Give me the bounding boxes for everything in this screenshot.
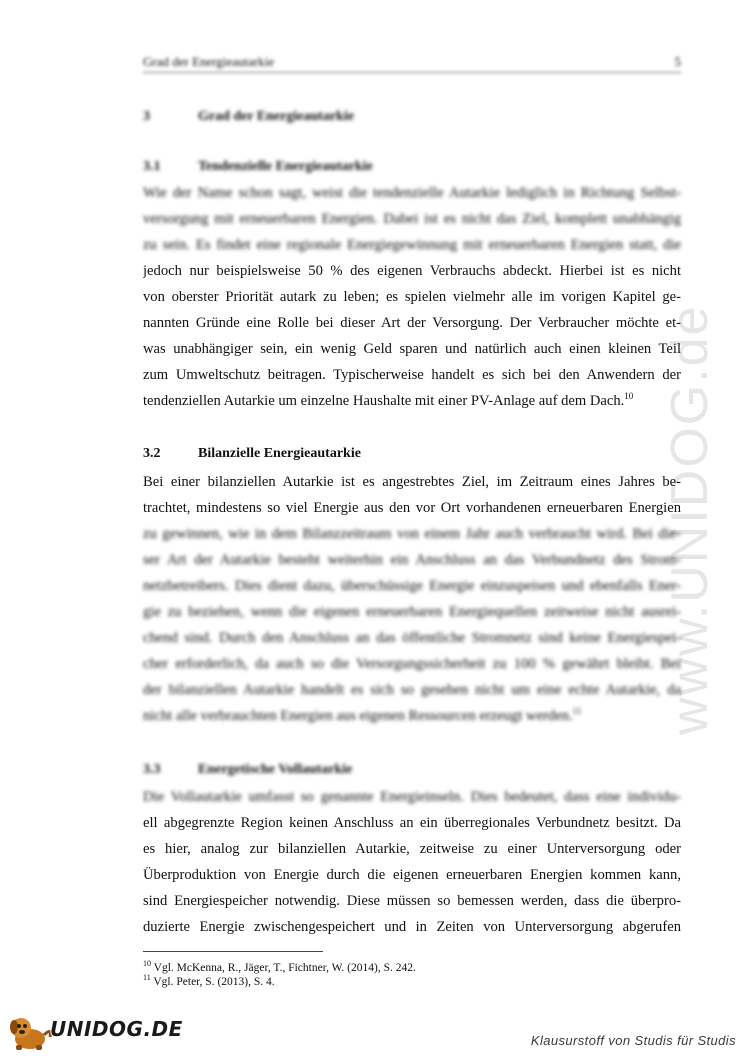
- paragraph-3-2: [143, 469, 681, 729]
- footnote-text: Vgl. McKenna, R., Jäger, T., Fichtner, W. (2014), S. 242.: [153, 962, 416, 974]
- text-line: der bilanziellen Autarkie handelt es sich so gesehen nicht um eine echte Autarkie, da: [143, 682, 681, 698]
- chapter-title: Grad der Energieautarkie: [198, 109, 355, 124]
- text-line: duzierte Energie zwischengespeichert und in Zeiten von Unterversorgung abgerufen: [143, 919, 681, 935]
- text-line: [143, 388, 681, 414]
- text-line: Bei einer bilanziellen Autarkie ist es angestrebtes Ziel, im Zeitraum eines Jahres be-: [143, 474, 681, 490]
- text-line-content: nicht alle verbrauchten Energien aus eigenen Ressourcen erzeugt werden.: [143, 708, 573, 724]
- text-line: netzbetreibers. Dies dient dazu, überschüssige Energie einzuspeisen und ebenfalls Ener-: [143, 578, 681, 594]
- header-title: Grad der Energieautarkie: [143, 54, 275, 69]
- text-line: Überproduktion von Energie durch die eigenen erneuerbaren Energien kommen kann,: [143, 867, 681, 883]
- text-line: cher erforderlich, da auch so die Versorgungssicherheit zu 100 % gewährt bleibt. Bei: [143, 656, 681, 672]
- text-line: ell abgegrenzte Region keinen Anschluss an ein überregionales Verbundnetz besitzt. Da: [143, 815, 681, 831]
- text-line: chend sind. Durch den Anschluss an das öffentliche Stromnetz sind keine Energiespei-: [143, 630, 681, 646]
- text-line: Wie der Name schon sagt, weist die tendenzielle Autarkie lediglich in Richtung Selbst-: [143, 185, 681, 201]
- section-title: Energetische Vollautarkie: [198, 762, 353, 777]
- footnote-separator: [143, 951, 323, 952]
- slogan: Klausurstoff von Studis für Studis: [530, 1033, 736, 1048]
- text-line: zum Umweltschutz beitragen. Typischerweise handelt es sich bei den Anwendern der: [143, 367, 681, 383]
- section-title: Bilanzielle Energieautarkie: [198, 446, 361, 461]
- text-line: nannten Gründe eine Rolle bei dieser Art der Versorgung. Der Verbraucher möchte et-: [143, 315, 681, 331]
- text-line: Die Vollautarkie umfasst so genannte Energieinseln. Dies bedeutet, dass eine individu-: [143, 789, 681, 805]
- footnote-number: 11: [143, 973, 151, 983]
- paragraph-3-3: [143, 784, 681, 940]
- text-line: versorgung mit erneuerbaren Energien. Dabei ist es nicht das Ziel, komplett unabhängig: [143, 211, 681, 227]
- footnote-ref: 11: [572, 706, 582, 717]
- section-number: 3.2: [143, 446, 161, 461]
- text-line: gie zu beziehen, wenn die eigenen erneuerbaren Energiequellen zeitweise nicht ausrei-: [143, 604, 681, 620]
- paragraph-3-1: [143, 180, 681, 414]
- text-line: sind Energiespeicher notwendig. Diese müssen so bemessen werden, dass die überpro-: [143, 893, 681, 909]
- chapter-number: 3: [143, 109, 150, 124]
- watermark: www.UNIDOG.de: [661, 304, 719, 735]
- footnote-text: Vgl. Peter, S. (2013), S. 4.: [153, 976, 275, 988]
- running-header: [143, 54, 681, 73]
- text-line: es hier, analog zur bilanziellen Autarkie, zeitweise zu einer Unterversorgung oder: [143, 841, 681, 857]
- unidog-logo[interactable]: [8, 1013, 183, 1053]
- text-line-content: tendenziellen Autarkie um einzelne Haushalte mit einer PV-Anlage auf dem Dach.: [143, 393, 625, 409]
- page-number: 5: [674, 54, 681, 69]
- text-line: was unabhängiger sein, ein wenig Geld sparen und natürlich auch einen kleinen Teil: [143, 341, 681, 357]
- section-title: Tendenzielle Energieautarkie: [198, 159, 373, 174]
- footnote-ref: 10: [624, 391, 634, 402]
- section-number: 3.1: [143, 159, 161, 174]
- section-number: 3.3: [143, 762, 161, 777]
- text-line: ser Art der Autarkie besteht weiterhin ein Anschluss an das Verbundnetz des Strom-: [143, 552, 681, 568]
- text-line: jedoch nur beispielsweise 50 % des eigenen Verbrauchs abdeckt. Hierbei ist es nicht: [143, 263, 681, 279]
- logo-wordmark: UNIDOG.DE: [50, 1017, 183, 1041]
- dog-mascot-icon: [8, 1013, 56, 1053]
- text-line: von oberster Priorität autark zu leben; es spielen vielmehr alle im vorigen Kapitel ge-: [143, 289, 681, 305]
- text-line: trachtet, mindestens so viel Energie aus den vor Ort vorhandenen erneuerbaren Energien: [143, 500, 681, 516]
- footnote-10: [143, 961, 416, 975]
- text-line: zu sein. Es findet eine regionale Energiegewinnung mit erneuerbaren Energien statt, die: [143, 237, 681, 253]
- footnote-number: 10: [143, 959, 151, 969]
- text-line: zu gewinnen, wie in dem Bilanzzeitraum von einem Jahr auch verbraucht wird. Bei die-: [143, 526, 681, 542]
- text-line: [143, 703, 681, 729]
- footnote-11: [143, 975, 275, 989]
